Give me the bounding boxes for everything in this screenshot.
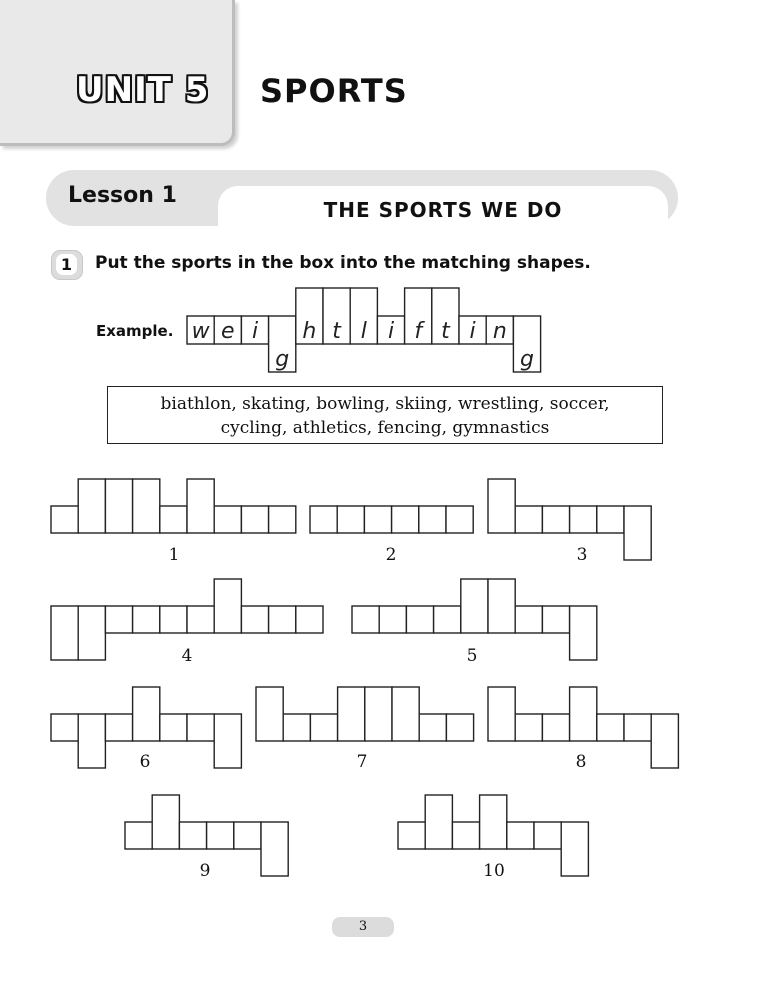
shape-number-1: 1 — [168, 545, 180, 565]
shape-number-10: 10 — [483, 861, 505, 881]
letter-cell — [241, 506, 268, 533]
letter-cell — [434, 606, 461, 633]
letter-cell — [214, 579, 241, 633]
letter-cell — [133, 606, 160, 633]
task-number: 1 — [56, 254, 77, 275]
letter-cell — [425, 795, 452, 849]
letter-cell — [488, 479, 515, 533]
letter-cell — [515, 606, 542, 633]
letter-cell — [187, 606, 214, 633]
unit-title: SPORTS — [260, 72, 408, 110]
letter-cell — [179, 822, 206, 849]
letter-cell — [51, 506, 78, 533]
task-instruction: Put the sports in the box into the matching shapes. — [95, 253, 591, 273]
letter-cell — [624, 506, 651, 560]
letter-cell — [296, 606, 323, 633]
letter-cell — [398, 822, 425, 849]
letter-cell — [452, 822, 479, 849]
letter-cell — [419, 506, 446, 533]
shape-grid-3 — [488, 479, 651, 560]
example-letter: l — [360, 319, 367, 344]
letter-cell — [651, 714, 678, 768]
example-letter: t — [441, 319, 450, 344]
letter-cell — [310, 506, 337, 533]
letter-cell — [207, 822, 234, 849]
example-letter: i — [387, 319, 395, 344]
letter-cell — [597, 714, 624, 741]
letter-cell — [283, 714, 310, 741]
letter-cell — [515, 714, 542, 741]
shape-number-3: 3 — [576, 545, 588, 565]
shape-number-8: 8 — [575, 752, 587, 772]
letter-cell — [365, 687, 392, 741]
letter-cell — [337, 506, 364, 533]
letter-cell — [488, 687, 515, 741]
letter-cell — [364, 506, 391, 533]
shape-grid-2 — [310, 506, 473, 533]
letter-cell — [261, 822, 288, 876]
shape-number-6: 6 — [139, 752, 151, 772]
shape-grid-1 — [51, 479, 296, 533]
letter-cell — [269, 506, 296, 533]
letter-cell — [214, 714, 241, 768]
letter-cell — [392, 506, 419, 533]
shape-grid-7 — [256, 687, 474, 741]
letter-cell — [241, 606, 268, 633]
example-letter: f — [414, 319, 423, 344]
letter-cell — [160, 714, 187, 741]
word-box-line-1: biathlon, skating, bowling, skiing, wrestling, soccer, — [160, 394, 610, 414]
letter-cell — [78, 606, 105, 660]
letter-cell — [507, 822, 534, 849]
letter-cell — [160, 506, 187, 533]
letter-cell — [187, 714, 214, 741]
example-letter: i — [469, 319, 476, 344]
letter-cell — [310, 714, 337, 741]
letter-cell — [461, 579, 488, 633]
letter-cell — [256, 687, 283, 741]
letter-cell — [570, 606, 597, 660]
letter-cell — [133, 479, 160, 533]
letter-cell — [78, 479, 105, 533]
letter-cell — [419, 714, 446, 741]
example-letter: h — [302, 319, 317, 344]
word-box-line-2: cycling, athletics, fencing, gymnastics — [220, 418, 550, 438]
example-label: Example. — [96, 322, 174, 340]
letter-cell — [446, 506, 473, 533]
letter-cell — [133, 687, 160, 741]
shape-number-2: 2 — [385, 545, 397, 565]
letter-cell — [51, 606, 78, 660]
letter-cell — [338, 687, 365, 741]
letter-cell — [570, 687, 597, 741]
page-number: 3 — [332, 917, 394, 937]
letter-cell — [105, 479, 132, 533]
letter-cell — [187, 479, 214, 533]
letter-cell — [125, 822, 152, 849]
letter-cell — [406, 606, 433, 633]
letter-cell — [488, 579, 515, 633]
example-letter: i — [251, 319, 259, 344]
shape-number-7: 7 — [356, 752, 368, 772]
letter-cell — [515, 506, 542, 533]
shape-number-9: 9 — [199, 861, 211, 881]
example-letter: g — [275, 347, 290, 372]
letter-cell — [542, 606, 569, 633]
letter-cell — [352, 606, 379, 633]
lesson-title: THE SPORTS WE DO — [323, 198, 563, 222]
letter-cell — [379, 606, 406, 633]
letter-cell — [570, 506, 597, 533]
example-letter: g — [520, 347, 534, 372]
shape-number-4: 4 — [181, 646, 193, 666]
unit-label: UNIT 5 — [76, 70, 210, 110]
letter-cell — [152, 795, 179, 849]
letter-cell — [105, 606, 132, 633]
letter-cell — [269, 606, 296, 633]
letter-cell — [234, 822, 261, 849]
letter-cell — [160, 606, 187, 633]
letter-cell — [480, 795, 507, 849]
example-letter: t — [332, 319, 341, 344]
example-letter: e — [221, 319, 235, 344]
shape-number-5: 5 — [466, 646, 478, 666]
letter-cell — [542, 506, 569, 533]
letter-cell — [542, 714, 569, 741]
letter-cell — [561, 822, 588, 876]
letter-cell — [392, 687, 419, 741]
letter-cell — [446, 714, 473, 741]
letter-cell — [534, 822, 561, 849]
example-letter: n — [492, 319, 507, 344]
letter-cell — [624, 714, 651, 741]
letter-cell — [105, 714, 132, 741]
example-letter: w — [191, 319, 210, 344]
example-grid — [187, 288, 541, 372]
letter-cell — [597, 506, 624, 533]
lesson-label: Lesson 1 — [68, 183, 177, 208]
letter-cell — [78, 714, 105, 768]
letter-cell — [214, 506, 241, 533]
letter-cell — [51, 714, 78, 741]
